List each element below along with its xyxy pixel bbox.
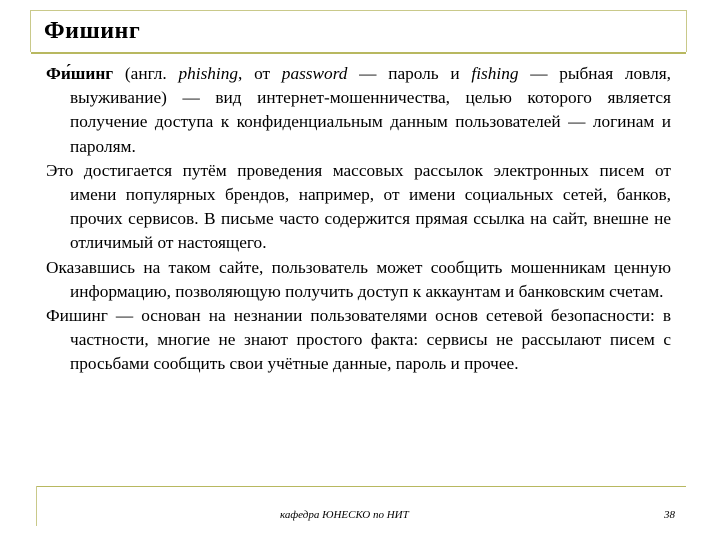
slide-title: Фишинг bbox=[44, 18, 141, 44]
p1-text-1: (англ. bbox=[113, 64, 179, 83]
p1-text-4: — рыбная ловля, выуживание) — вид интернет-мошенничества, целью которого является получение доступа к конфиденциальным данным пользователей — логинам и паролям. bbox=[70, 64, 672, 156]
paragraph-consequence: Оказавшись на таком сайте, пользователь может сообщить мошенникам ценную информацию, позволяющую получить доступ к аккаунтам и банковским счетам. bbox=[46, 257, 671, 301]
footer-frame-edge bbox=[36, 486, 37, 526]
paragraph-definition bbox=[46, 62, 671, 159]
footer-divider bbox=[36, 486, 686, 487]
paragraph-cause: Фишинг — основан на незнании пользователями основ сетевой безопасности: в частности, многие не знают простого факта: сервисы не рассылают писем с просьбами сообщить свои учётные данные, пароль и прочее. bbox=[46, 306, 671, 374]
p1-english-password: password bbox=[281, 64, 348, 83]
p1-english-phishing: phishing bbox=[178, 64, 239, 83]
footer-department: кафедра ЮНЕСКО по НИТ bbox=[280, 509, 409, 521]
p1-text-3: — пароль и bbox=[347, 64, 472, 83]
p1-english-fishing: fishing bbox=[471, 64, 519, 83]
paragraph-method: Это достигается путём проведения массовых рассылок электронных писем от имени популярных брендов, например, от имени социальных сетей, банков, прочих сервисов. В письме часто содержится прямая ссылка на сайт, внешне не отличимый от настоящего. bbox=[46, 160, 671, 253]
p1-text-2: , от bbox=[238, 64, 282, 83]
slide-body bbox=[46, 62, 671, 377]
page-number: 38 bbox=[664, 509, 675, 521]
term-phishing: Фи́шинг bbox=[46, 64, 114, 83]
